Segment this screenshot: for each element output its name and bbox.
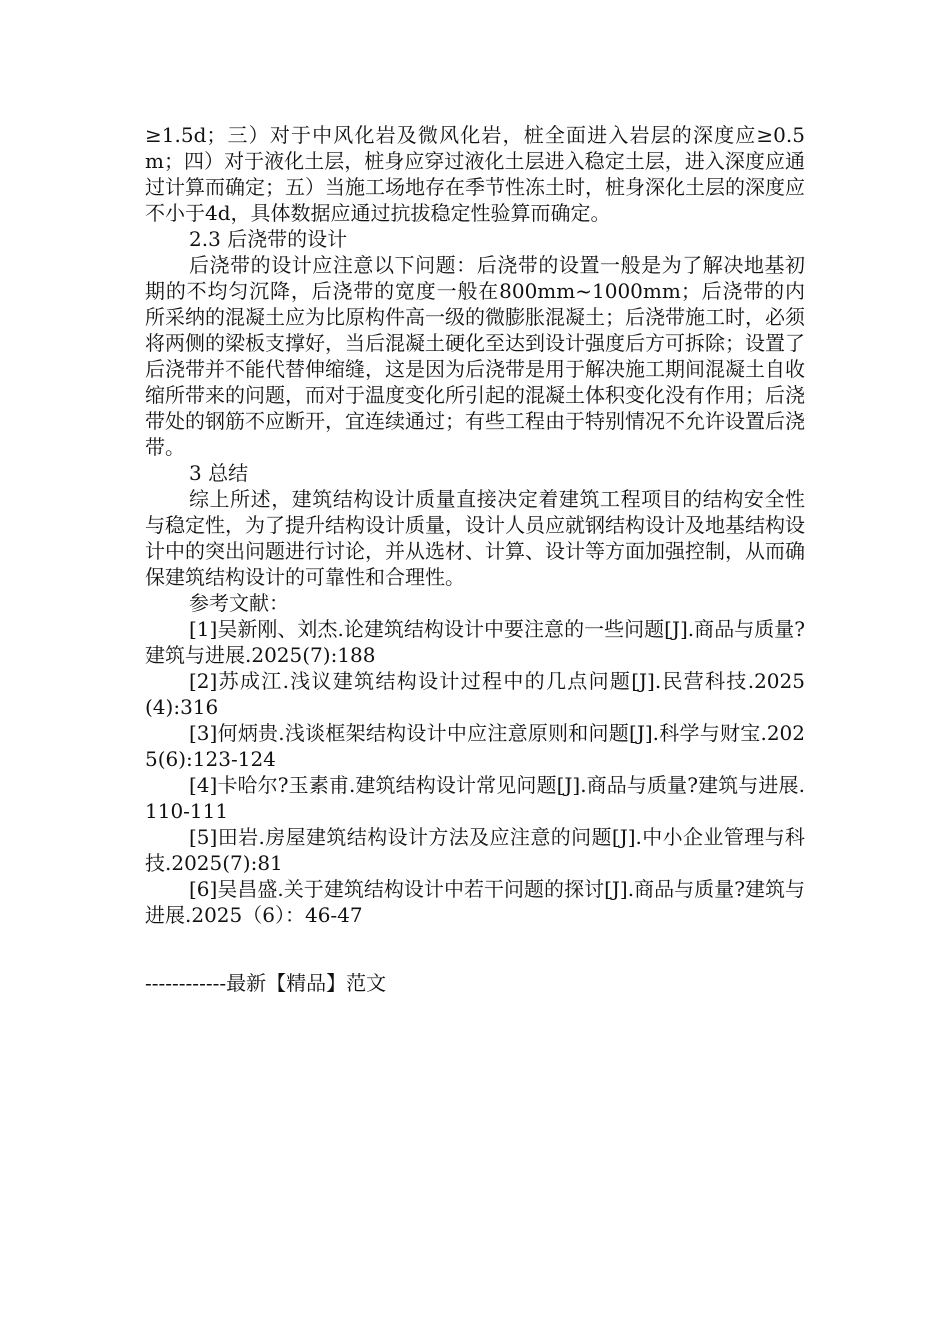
reference-item-1: [1]吴新刚、刘杰.论建筑结构设计中要注意的一些问题[J].商品与质量?建筑与进展.2025(7):188: [145, 617, 805, 667]
references-heading: 参考文献：: [189, 591, 289, 615]
section-heading-3: 3 总结: [189, 461, 249, 485]
paragraph-3: 综上所述，建筑结构设计质量直接决定着建筑工程项目的结构安全性与稳定性，为了提升结构设计质量，设计人员应就钢结构设计及地基结构设计中的突出问题进行讨论，并从选材、计算、设计等方面加强控制，从而确保建筑结构设计的可靠性和合理性。: [145, 487, 805, 589]
reference-item-4: [4]卡哈尔?玉素甫.建筑结构设计常见问题[J].商品与质量?建筑与进展.110-111: [145, 773, 805, 823]
reference-list: [145, 616, 805, 928]
footer-text: ------------最新【精品】范文: [145, 971, 387, 995]
paragraph-2-3: 后浇带的设计应注意以下问题：后浇带的设置一般是为了解决地基初期的不均匀沉降，后浇带的宽度一般在800mm~1000mm；后浇带的内所采纳的混凝土应为比原构件高一级的微膨胀混凝土；后浇带施工时，必须将两侧的梁板支撑好，当后混凝土硬化至达到设计强度后方可拆除；设置了后浇带并不能代替伸缩缝，这是因为后浇带是用于解决施工期间混凝土自收缩所带来的问题，而对于温度变化所引起的混凝土体积变化没有作用；后浇带处的钢筋不应断开，宜连续通过；有些工程由于特别情况不允许设置后浇带。: [145, 253, 805, 459]
paragraph-continued: ≥1.5d；三）对于中风化岩及微风化岩，桩全面进入岩层的深度应≥0.5m；四）对于液化土层，桩身应穿过液化土层进入稳定土层，进入深度应通过计算而确定；五）当施工场地存在季节性冻土时，桩身深化土层的深度应不小于4d，具体数据应通过抗拔稳定性验算而确定。: [145, 123, 805, 225]
reference-item-5: [5]田岩.房屋建筑结构设计方法及应注意的问题[J].中小企业管理与科技.2025(7):81: [145, 825, 805, 875]
reference-item-2: [2]苏成江.浅议建筑结构设计过程中的几点问题[J].民营科技.2025(4):316: [145, 669, 805, 719]
reference-item-6: [6]吴昌盛.关于建筑结构设计中若干问题的探讨[J].商品与质量?建筑与进展.2025（6）：46-47: [145, 877, 805, 927]
reference-item-3: [3]何炳贵.浅谈框架结构设计中应注意原则和问题[J].科学与财宝.2025(6):123-124: [145, 721, 805, 771]
document-body: [145, 122, 805, 928]
section-heading-2-3: 2.3 后浇带的设计: [189, 227, 348, 251]
